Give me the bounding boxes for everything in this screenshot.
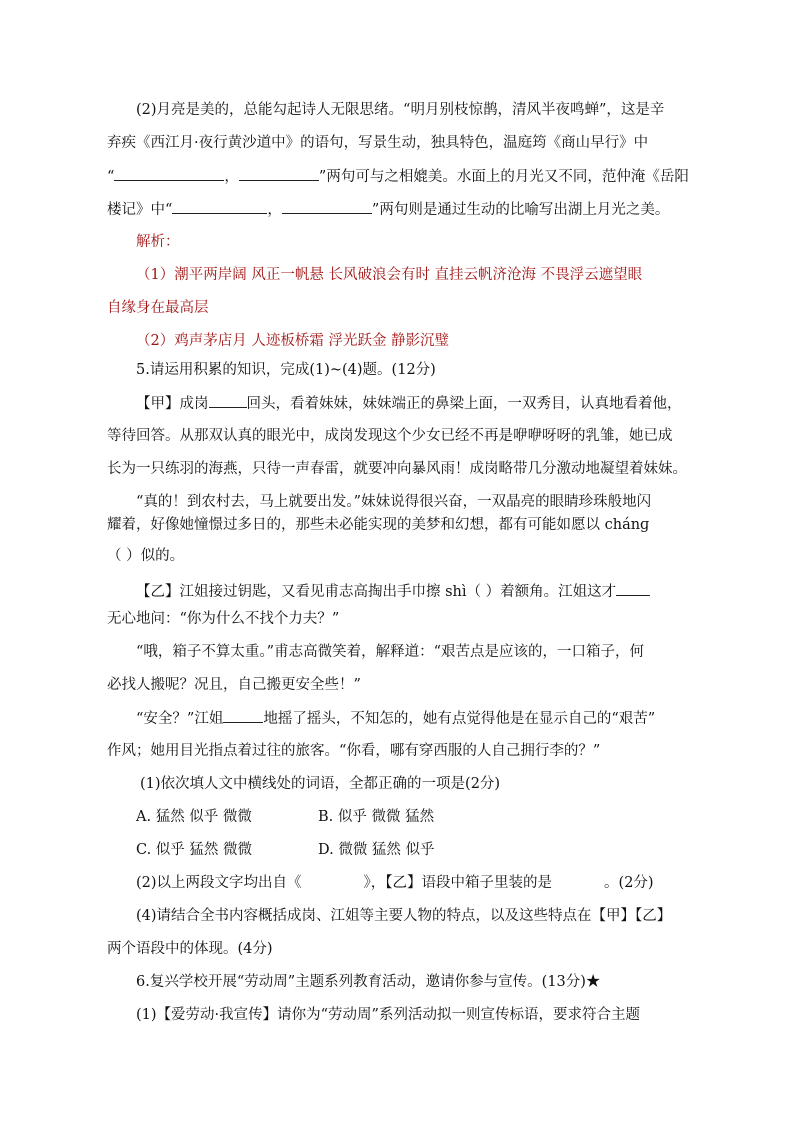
q5-yi-line-3: “哦，箱子不算太重。”甫志高微笑着，解释道：“艰苦点是应该的，一口箱子，何 [136, 644, 644, 660]
q5-option-a[interactable]: A. 猛然 似乎 微微 [136, 809, 252, 825]
q2-line-2: 弃疾《西江月·夜行黄沙道中》的语句，写景生动，独具特色，温庭筠《商山早行》中 [107, 135, 649, 151]
answer-blank[interactable] [239, 166, 319, 181]
q2-line-4 [107, 199, 669, 220]
q5-yi-line-2: 无心地问：“你为什么不找个力夫？” [107, 611, 340, 627]
answer-blank[interactable] [209, 393, 247, 408]
analysis-answer-1: （1）潮平两岸阔 风正一帆悬 长风破浪会有时 直挂云帆济沧海 不畏浮云遮望眼 [136, 267, 643, 283]
q5-sub-4-line-2: 两个语段中的体现。(4分) [107, 941, 273, 957]
q6-sub-1: (1)【爱劳动·我宣传】请你为“劳动周”系列活动拟一则宣传标语，要求符合主题 [136, 1007, 640, 1023]
q5-sub-2 [136, 873, 654, 893]
answer-blank[interactable] [616, 581, 650, 596]
q5-s2-b: 》，【乙】语段中箱子里装的是 [363, 875, 553, 891]
answer-blank[interactable] [172, 199, 267, 214]
q2-l4-pre: 楼记》中“ [107, 202, 173, 218]
q5-jia-b: 回头，看着妹妹，妹妹端正的鼻梁上面，一双秀目，认真地看着他， [246, 396, 682, 412]
q5-yi-line-6: 作风；她用目光指点着过往的旅客。“你看，哪有穿西服的人自己拥行李的？” [107, 743, 601, 759]
q2-line-1: (2)月亮是美的，总能勾起诗人无限思绪。“明月别枝惊鹊，清风半夜鸣蝉”，这是辛 [136, 102, 665, 118]
analysis-label: 解析： [136, 234, 180, 250]
q2-comma: ， [224, 169, 239, 185]
analysis-answer-2: （2）鸡声茅店月 人迹板桥霜 浮光跃金 静影沉璧 [136, 333, 450, 349]
q5-yi-line-1 [136, 581, 650, 602]
q5-yi-line-5 [136, 708, 655, 729]
q5-sub-1: (1)依次填人文中横线处的词语，全都正确的一项是(2分) [140, 776, 501, 792]
q5-yi5-a: “安全？”江姐 [136, 711, 224, 727]
q5-sub-4-line-1: (4)请结合全书内容概括成岗、江姐等主要人物的特点，以及这些特点在【甲】【乙】 [136, 908, 672, 924]
q2-line-3 [107, 166, 689, 187]
q6-intro: 6.复兴学校开展“劳动周”主题系列教育活动，邀请你参与宣传。(13分)★ [136, 974, 601, 990]
q5-jia-line-5: 耀着，好像她憧憬过多日的，那些未必能实现的美梦和幻想，都有可能如愿以 chánɡ [107, 517, 650, 533]
q5-jia-line-3: 长为一只练羽的海燕，只待一声春雷，就要冲向暴风雨！成岗略带几分激动地凝望着妹妹。 [107, 461, 687, 477]
q5-intro: 5.请运用积累的知识，完成(1)~(4)题。(12分) [136, 362, 436, 378]
q5-s2-a: (2)以上两段文字均出自《 [136, 875, 302, 891]
q5-jia-a: 【甲】成岗 [136, 396, 209, 412]
q5-option-c[interactable]: C. 似乎 猛然 微微 [136, 842, 253, 858]
q5-yi-line-4: 必找人搬呢？况且，自己搬更安全些！” [107, 677, 361, 693]
q2-open-quote: “ [107, 169, 115, 185]
q5-jia-line-2: 等待回答。从那双认真的眼光中，成岗发现这个少女已经不再是咿咿呀呀的乳雏，她已成 [107, 428, 673, 444]
q5-s2-c: 。(2分) [604, 875, 654, 891]
analysis-answer-1-cont: 自缘身在最高层 [107, 300, 209, 316]
q5-option-d[interactable]: D. 微微 猛然 似乎 [318, 842, 435, 858]
answer-blank[interactable] [282, 199, 372, 214]
q5-jia-line-1 [136, 393, 682, 414]
q5-option-b[interactable]: B. 似乎 微微 猛然 [318, 809, 435, 825]
answer-blank[interactable] [114, 166, 224, 181]
q5-yi-a: 【乙】江姐接过钥匙，又看见甫志高掏出手巾擦 shì（ ）着额角。江姐这才 [136, 584, 617, 600]
q2-l4-comma: ， [267, 202, 282, 218]
q5-jia-line-6: （ ）似的。 [107, 548, 185, 564]
q5-jia-line-4: “真的！到农村去，马上就要出发。”妹妹说得很兴奋，一双晶亮的眼睛珍珠般地闪 [136, 494, 652, 510]
q2-l4-close: ”两句则是通过生动的比喻写出湖上月光之美。 [371, 202, 670, 218]
q5-yi5-b: 地摇了摇头，不知怎的，她有点觉得他是在显示自己的“艰苦” [263, 711, 656, 727]
q2-close-text: ”两句可与之相媲美。水面上的月光又不同，范仲淹《岳阳 [318, 169, 689, 185]
answer-blank[interactable] [223, 708, 263, 723]
